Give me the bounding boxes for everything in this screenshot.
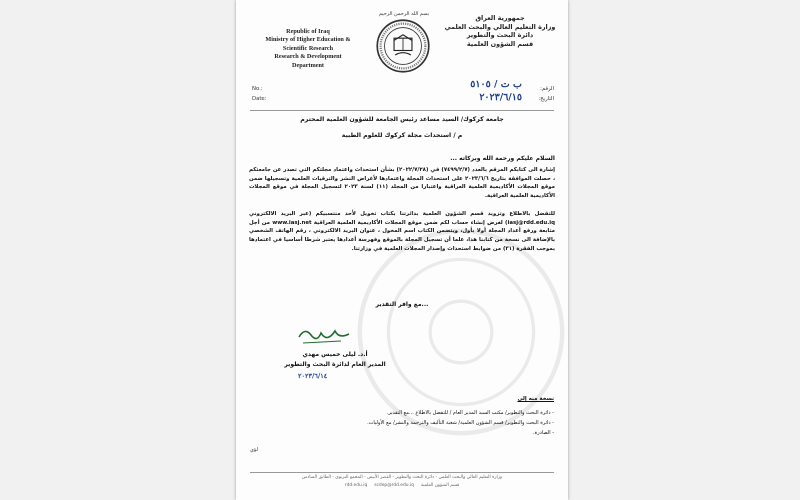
footer-divider xyxy=(250,472,554,473)
signature-icon xyxy=(291,323,361,349)
en-line: Research & Development xyxy=(274,53,342,61)
sign-date: ٢٠٢٣/٦/١٤ xyxy=(298,372,328,380)
signer-title: المدير العام لدائرة البحث والتطوير xyxy=(284,361,386,368)
footer-email: scdep@rdd.edu.iq xyxy=(374,483,414,488)
en-line: Ministry of Higher Education & xyxy=(265,36,351,44)
ar-no-label: الرقم: xyxy=(540,86,554,92)
date-label: Date: xyxy=(252,96,267,102)
ar-line: جمهورية العراق xyxy=(475,14,525,22)
letter-page xyxy=(236,0,568,500)
english-header xyxy=(252,28,364,70)
ar-line: دائرة البحث والتطوير xyxy=(466,31,534,40)
en-line: Republic of Iraq xyxy=(286,28,330,35)
greeting: السلام عليكم ورحمة الله وبركاته ... xyxy=(450,155,555,162)
basmala: بسم الله الرحمن الرحيم xyxy=(378,11,430,17)
footer-contacts xyxy=(250,483,554,488)
ministry-logo-icon xyxy=(375,18,431,74)
header-divider xyxy=(250,110,554,111)
ar-line: قسم الشؤون العلمية xyxy=(466,39,534,48)
arabic-header xyxy=(444,14,556,48)
en-line: Department xyxy=(292,61,324,69)
copy-item: - دائرة البحث والتطوير/ قسم الشؤون العلمية/ شعبة التأليف والترجمة والنشر/ مع الأوليات. xyxy=(367,420,554,426)
body-paragraph-1: إشارة الى كتابكم المرقم بالعدد (٧٤٩٩/٢/٧) في (٢٠٢٢/٧/٢٨) بشأن استحداث واعتماد مجلتكم التي تصدر عن جامعتكم ، حصلت الموافقة بتاريخ ٢٠٢٣/٦/٦ على استحداث المجلة واعتمادها لأغراض النشر والترقيات العلمية وتسجيلها ضمن موقع المجلات الأكاديمية العلمية العراقية واعتبارا من المجلد (١١) لسنة ٢٠٢٣ لتسجيل المجلة في موقع المجلات الأكاديمية العلمية العراقية. xyxy=(249,167,556,200)
footer-address: وزارة التعليم العالي والبحث العلمي - دائرة البحث والتطوير - القصر الأبيض - المجمع التربوي - الطابق السادس xyxy=(301,475,502,480)
subject-line: م / استحداث مجلة كركوك للعلوم الطبية xyxy=(341,132,463,139)
copies-title: نسخة منه إلى xyxy=(517,396,554,402)
typist-initials: لؤي xyxy=(250,447,259,453)
recipient-line: جامعة كركوك/ السيد مساعد رئيس الجامعة للشؤون العلمية المحترم xyxy=(300,116,504,123)
en-line: Scientific Research xyxy=(282,44,334,52)
ref-date: ٢٠٢٣/٦/١٥ xyxy=(479,92,522,103)
body-paragraph-2: للتفضل بالاطلاع وتزويد قسم الشؤون العلمية بدائرتنا بكتاب تخويل لأحد منتسبيكم (عبر البريد الالكتروني iasj@rdd.edu.iq) لغرض إنشاء حساب لكم ضمن موقع المجلات الأكاديمية العلمية العراقية www.iasj.net من أجل متابعة ورفع أعداد المجلة أولا بأول، ويتضمن الكتاب اسم المخول ، عنوان البريد الالكتروني ، رقم الهاتف الشخصي بالإضافة الى نسخة من كتابنا هذا، علما أن تسجيل المجلة بالموقع وفهرسة أعدادها يعتبر شرطا أساسيا في اعتمادها بموجب الفقرة (٣١) من ضوابط استحداث وإصدار المجلات العلمية في وزارتنا. xyxy=(249,211,555,252)
copy-item: - الصادرة. xyxy=(532,430,554,436)
ar-date-label: التاريخ: xyxy=(538,96,554,102)
copy-item: - دائرة البحث والتطوير/ مكتب السيد المدير العام / للتفضل بالاطلاع ...مع التقدير. xyxy=(386,410,554,416)
no-label: No.: xyxy=(252,86,263,92)
footer-section: قسم الشؤون العلمية xyxy=(420,483,460,488)
signer-name: أ.د. ليلى خميس مهدي xyxy=(302,351,368,358)
closing-line: ...مع وافر التقدير xyxy=(375,301,429,308)
ref-number: ب ت / ٥١٠٥ xyxy=(470,79,522,90)
footer-website: rdd.edu.iq xyxy=(344,483,368,488)
ar-line: وزارة التعليم العالي والبحث العلمي xyxy=(444,22,556,31)
